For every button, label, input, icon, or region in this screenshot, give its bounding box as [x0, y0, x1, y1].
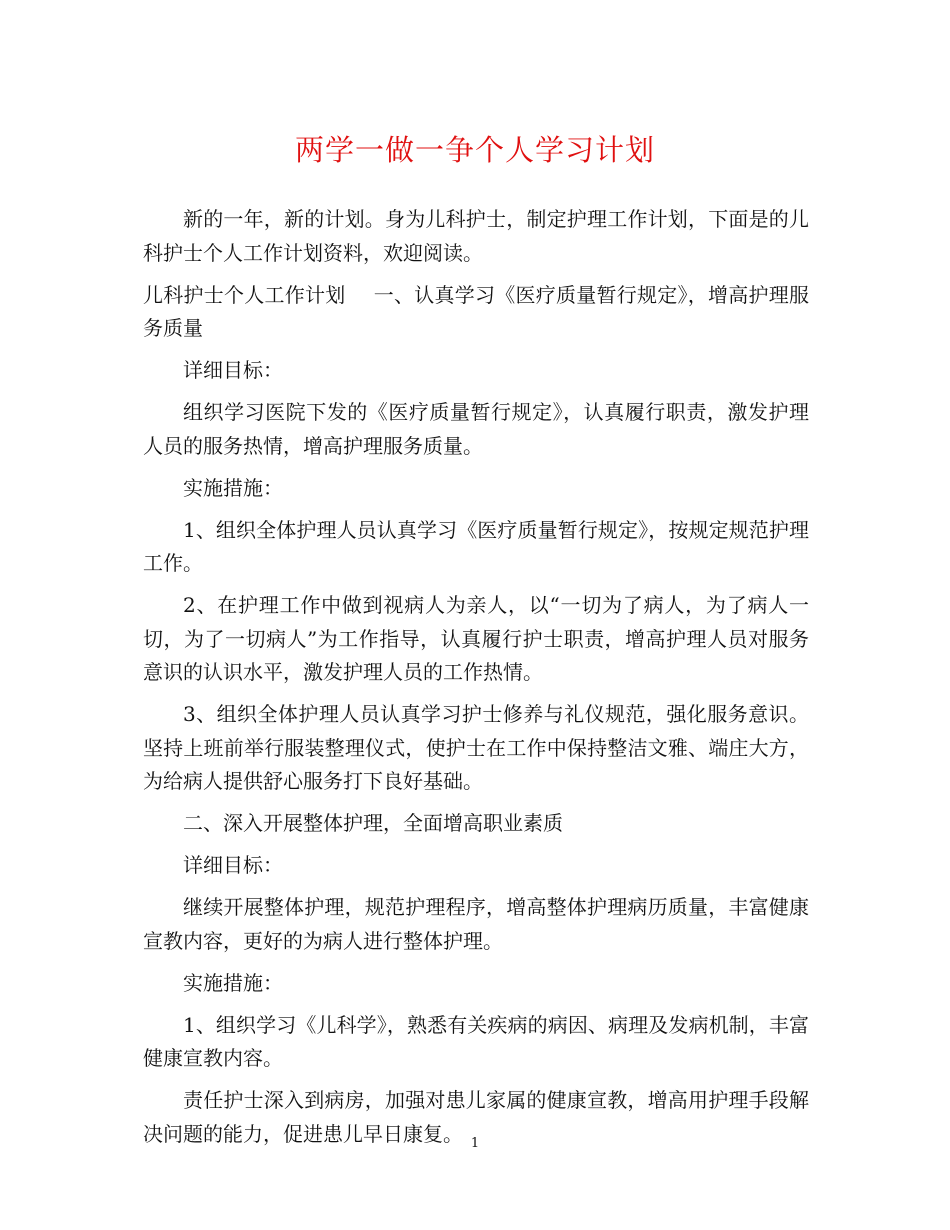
document-title: 两学一做一争个人学习计划	[294, 133, 655, 167]
section-1-heading-paragraph	[143, 279, 809, 346]
section-1-label: 儿科护士个人工作计划	[143, 282, 346, 307]
document-body	[143, 203, 809, 1160]
section-1-heading: 一、认真学习《医疗质量暂行规定》，增高护理服务质量	[143, 282, 809, 340]
intro-paragraph: 新的一年，新的计划。身为儿科护士，制定护理工作计划，下面是的儿科护士个人工作计划资料，欢迎阅读。	[143, 207, 809, 265]
goal-1-label: 详细目标：	[183, 358, 283, 382]
measures-2-label: 实施措施：	[183, 970, 283, 995]
measure-1-1-paragraph: 1、组织全体护理人员认真学习《医疗质量暂行规定》，按规定规范护理工作。	[143, 517, 809, 575]
measures-1-label: 实施措施：	[183, 475, 283, 500]
page-number: 1	[470, 1136, 480, 1151]
measure-1-2-paragraph: 2、在护理工作中做到视病人为亲人，以“一切为了病人，为了病人一切，为了一切病人”为工作指导，认真履行护士职责，增高护理人员对服务意识的认识水平，激发护理人员的工作热情。	[143, 593, 809, 684]
measure-1-3-paragraph: 3、组织全体护理人员认真学习护士修养与礼仪规范，强化服务意识。坚持上班前举行服装整理仪式，使护士在工作中保持整洁文雅、端庄大方，为给病人提供舒心服务打下良好基础。	[143, 702, 809, 793]
measure-2-1-paragraph: 1、组织学习《儿科学》，熟悉有关疾病的病因、病理及发病机制，丰富健康宣教内容。	[143, 1012, 809, 1070]
section-2-heading: 二、深入开展整体护理，全面增高职业素质	[183, 811, 563, 835]
goal-2-paragraph: 继续开展整体护理，规范护理程序，增高整体护理病历质量，丰富健康宣教内容，更好的为病人进行整体护理。	[143, 895, 809, 953]
goal-2-label: 详细目标：	[183, 853, 283, 877]
measure-2-2-paragraph: 责任护士深入到病房，加强对患儿家属的健康宣教，增高用护理手段解决问题的能力，促进患儿早日康复。	[143, 1088, 809, 1146]
goal-1-paragraph: 组织学习医院下发的《医疗质量暂行规定》，认真履行职责，激发护理人员的服务热情，增高护理服务质量。	[143, 400, 809, 458]
